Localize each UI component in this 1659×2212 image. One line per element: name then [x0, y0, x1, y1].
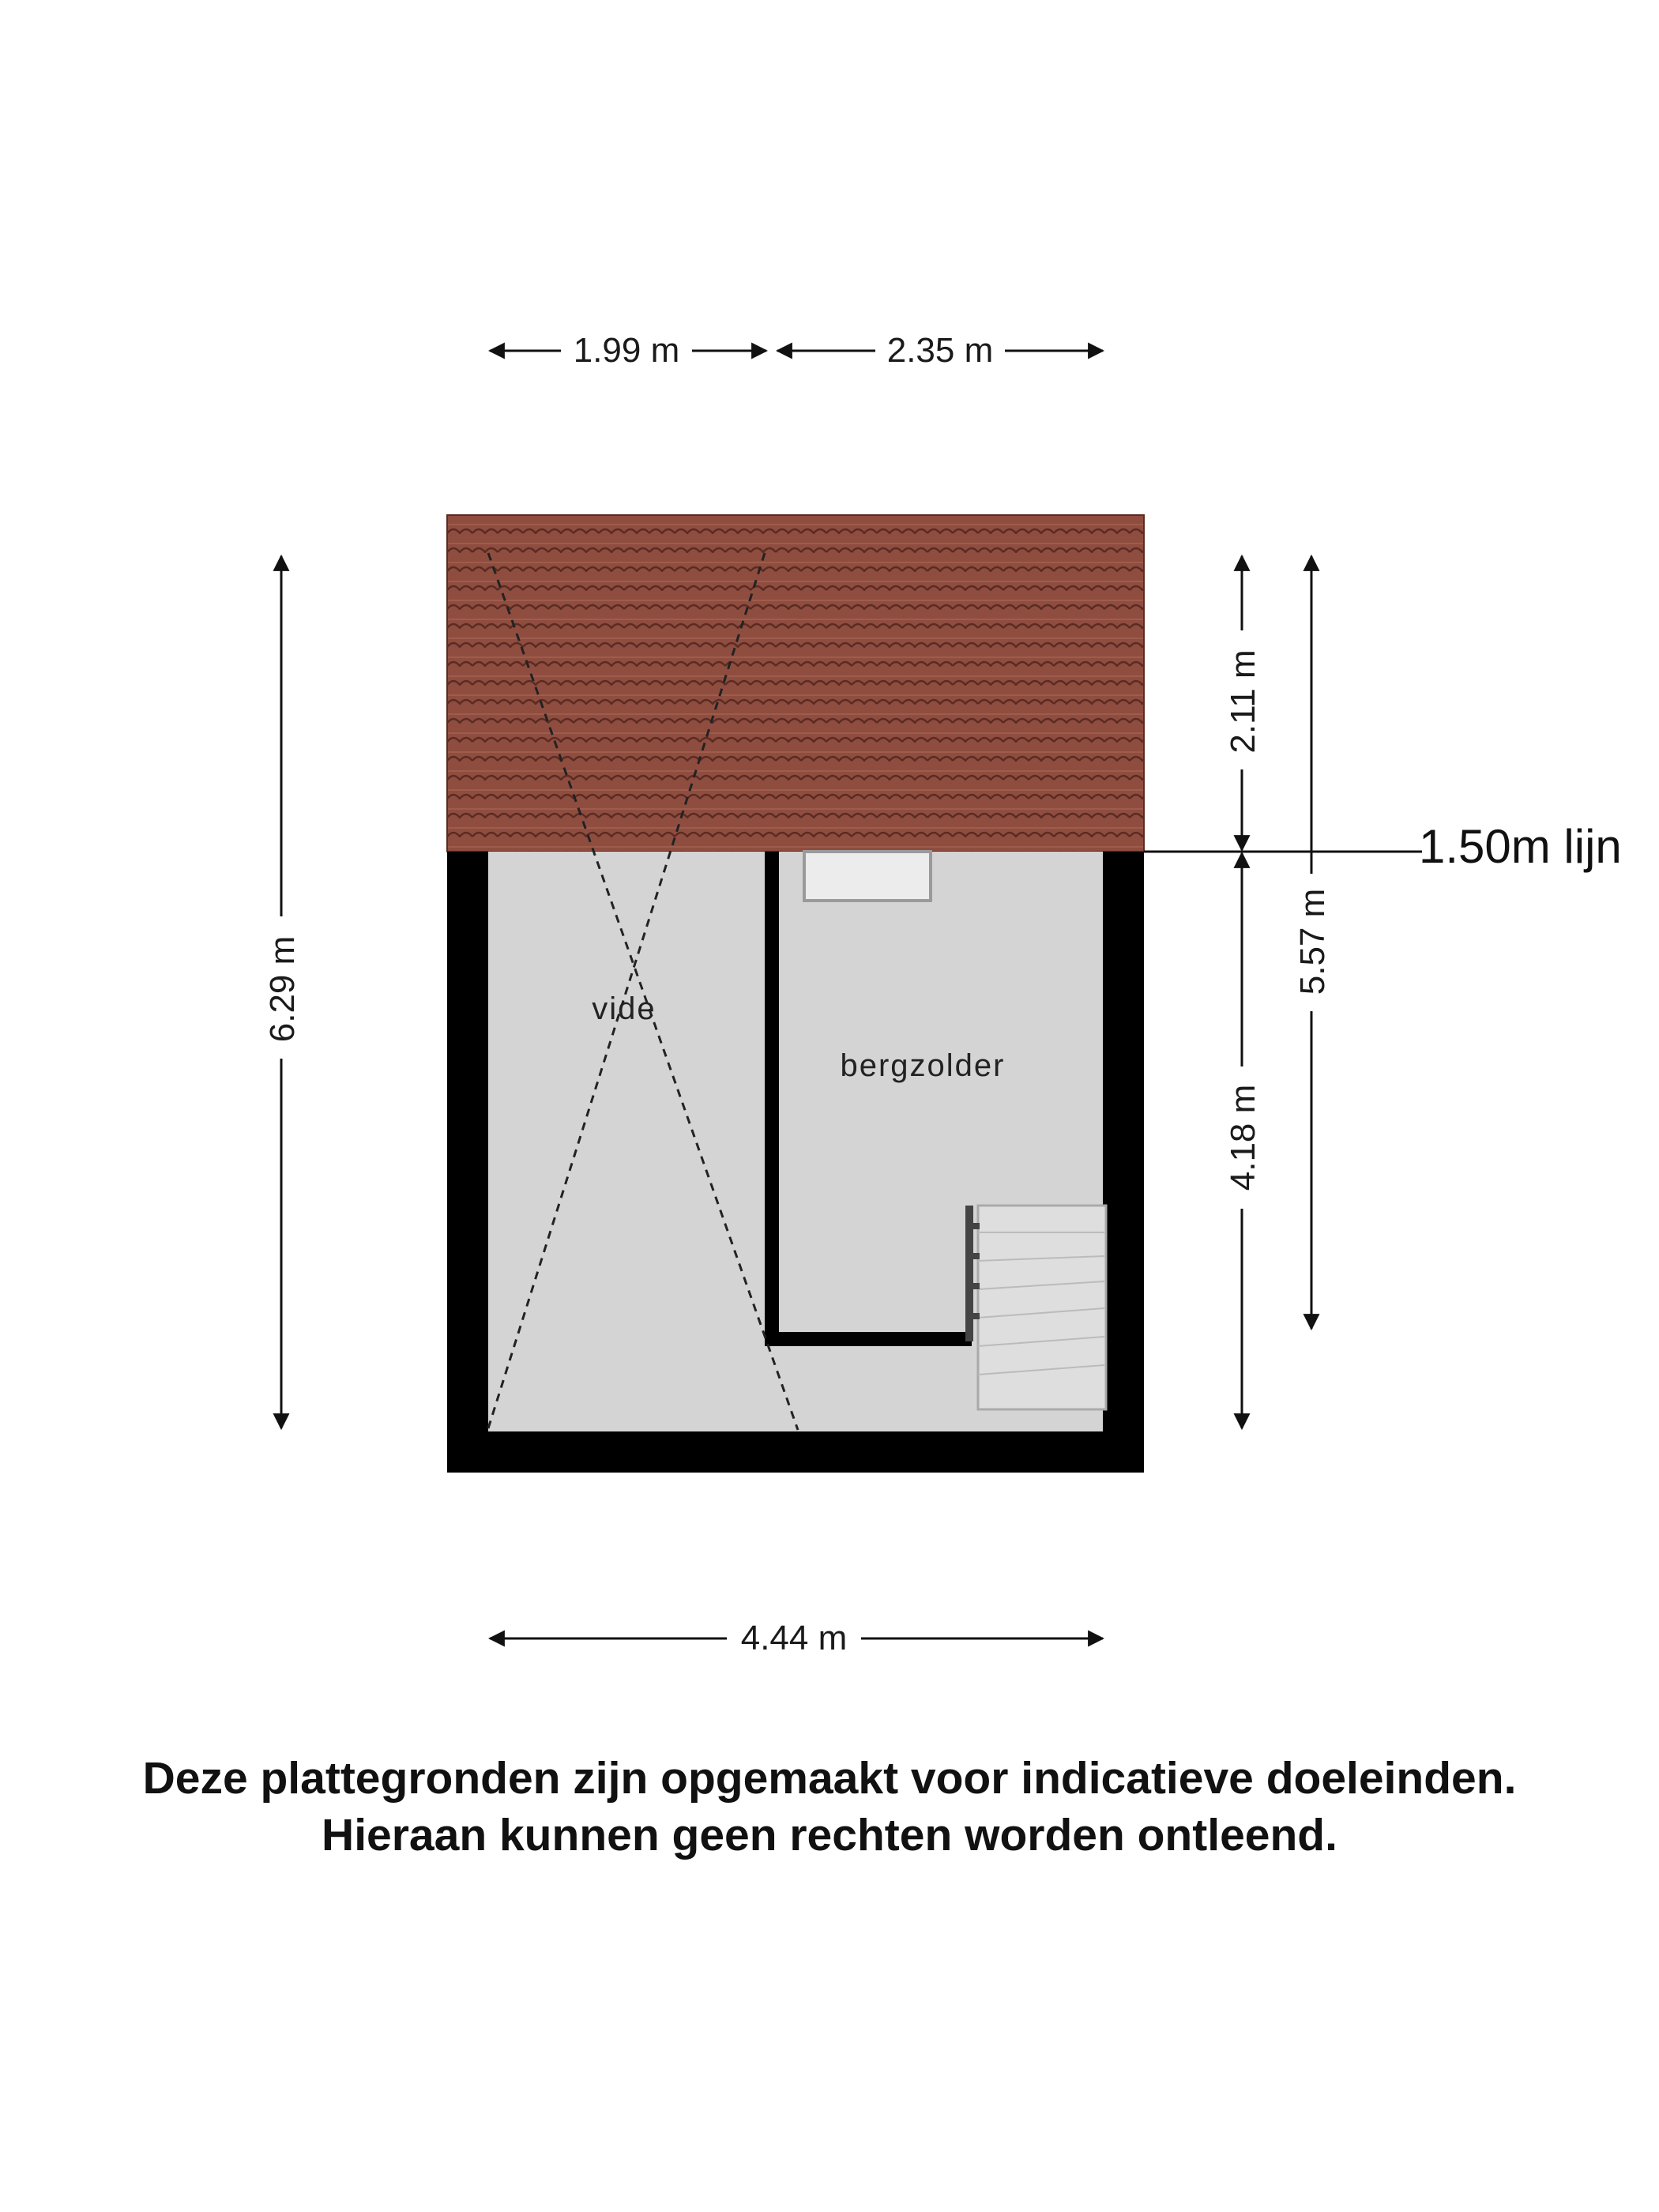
room-label-bergzolder: bergzolder — [840, 1048, 1006, 1083]
room-label-vide: vide — [592, 991, 656, 1026]
dimension-label-right-outer: 5.57 m — [1293, 888, 1332, 995]
dimension-label-top-left: 1.99 m — [573, 331, 680, 370]
disclaimer — [0, 1750, 1659, 1864]
skylight — [804, 852, 931, 901]
dimension-label-top-right: 2.35 m — [886, 331, 994, 370]
roof-area — [447, 515, 1144, 852]
dimension-label-right-upper: 2.11 m — [1224, 649, 1262, 754]
staircase — [965, 1206, 1106, 1409]
disclaimer-line-2: Hieraan kunnen geen rechten worden ontleend. — [322, 1810, 1337, 1860]
dimension-label-left: 6.29 m — [263, 935, 302, 1043]
height-line-label: 1.50m lijn — [1419, 820, 1622, 873]
dimension-label-right-lower: 4.18 m — [1224, 1084, 1262, 1191]
dimension-label-bottom: 4.44 m — [740, 1619, 848, 1657]
disclaimer-line-1: Deze plattegronden zijn opgemaakt voor indicatieve doeleinden. — [142, 1753, 1517, 1804]
